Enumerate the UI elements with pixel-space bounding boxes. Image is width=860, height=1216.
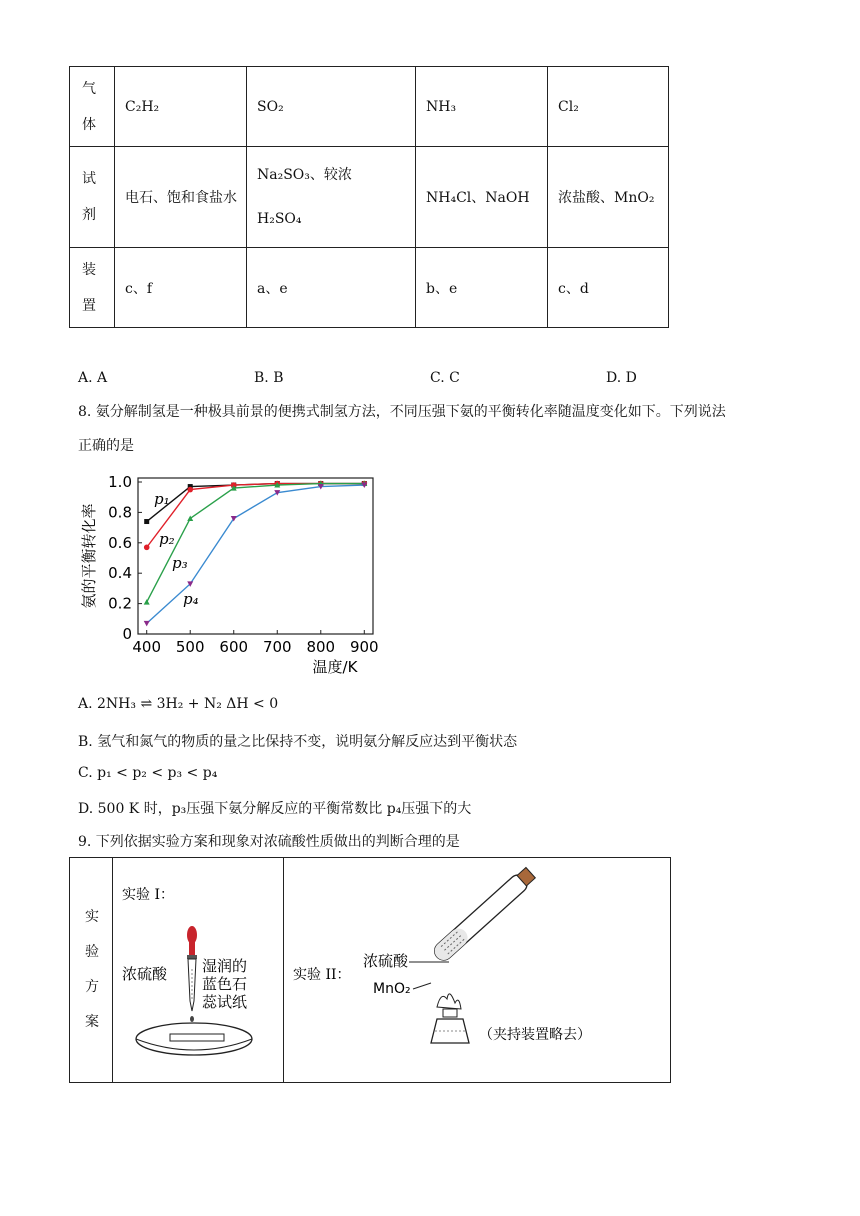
conversion-chart bbox=[76, 466, 386, 680]
y-tick-label: 0 bbox=[122, 625, 132, 643]
q8-stem-line2: 正确的是 bbox=[78, 438, 134, 454]
device-cell-1: c、f bbox=[115, 248, 247, 328]
option-b: B. B bbox=[254, 370, 284, 386]
exp2-solid-label: MnO₂ bbox=[373, 981, 411, 997]
y-tick-label: 1.0 bbox=[108, 473, 132, 491]
data-point bbox=[187, 487, 193, 493]
data-point bbox=[144, 621, 150, 627]
device-cell-3: b、e bbox=[416, 248, 548, 328]
gas-cell-1: C₂H₂ bbox=[115, 67, 247, 147]
data-point bbox=[144, 519, 149, 524]
exp2-title: 实验 II： bbox=[293, 967, 351, 983]
experiment-2-cell bbox=[284, 858, 671, 1083]
row-header-experiment-text: 实验方案 bbox=[85, 909, 99, 1030]
q8-stem-line1: 8. 氨分解制氢是一种极具前景的便携式制氢方法，不同压强下氨的平衡转化率随温度变化如下。下列说法 bbox=[78, 404, 726, 420]
x-tick-label: 600 bbox=[219, 638, 249, 656]
gas-cell-3: NH₃ bbox=[416, 67, 548, 147]
experiment-1-figure bbox=[114, 859, 282, 1077]
reagent-cell-2: Na₂SO₃、较浓H₂SO₄ bbox=[247, 147, 416, 248]
test-tube-icon bbox=[431, 866, 537, 964]
row-header-reagent-text: 试剂 bbox=[82, 171, 96, 223]
experiment-2-figure bbox=[285, 859, 669, 1077]
row-header-gas bbox=[70, 67, 115, 147]
reagent-cell-3: NH₄Cl、NaOH bbox=[416, 147, 548, 248]
data-point bbox=[144, 599, 150, 605]
reagent-cell-1: 电石、饱和食盐水 bbox=[115, 147, 247, 248]
exp1-paper-label: 湿润的 蓝色石 蕊试纸 bbox=[202, 957, 248, 1011]
alcohol-lamp-icon bbox=[431, 994, 469, 1043]
row-header-device-text: 装置 bbox=[82, 261, 96, 314]
series-label: p₄ bbox=[183, 590, 199, 608]
series-line-1 bbox=[147, 484, 365, 522]
experiment-table bbox=[69, 857, 671, 1083]
x-tick-label: 800 bbox=[306, 638, 336, 656]
dropper-icon bbox=[187, 926, 197, 1022]
q8-option-b: B. 氢气和氮气的物质的量之比保持不变，说明氨分解反应达到平衡状态 bbox=[78, 734, 518, 750]
x-tick-label: 900 bbox=[349, 638, 379, 656]
x-tick-label: 400 bbox=[132, 638, 162, 656]
watch-glass-icon bbox=[136, 1023, 252, 1055]
series-label: p₃ bbox=[172, 554, 188, 572]
row-header-reagent bbox=[70, 147, 115, 248]
data-point bbox=[144, 545, 150, 551]
device-cell-2: a、e bbox=[247, 248, 416, 328]
row-header-gas-text: 气体 bbox=[82, 80, 96, 133]
y-tick-label: 0.8 bbox=[108, 503, 132, 522]
y-axis-label: 氨的平衡转化率 bbox=[80, 503, 98, 609]
exp2-acid-label: 浓硫酸 bbox=[363, 952, 409, 970]
q8-option-a: A. 2NH₃ ⇌ 3H₂ + N₂ ΔH < 0 bbox=[78, 696, 279, 712]
row-header-experiment bbox=[70, 858, 113, 1083]
y-tick-label: 0.4 bbox=[108, 564, 132, 583]
exp1-title: 实验 I： bbox=[122, 887, 174, 903]
series-label: p₁ bbox=[154, 490, 170, 508]
option-a: A. A bbox=[78, 370, 108, 386]
y-tick-label: 0.6 bbox=[108, 533, 132, 552]
device-cell-4: c、d bbox=[548, 248, 669, 328]
q9-stem: 9. 下列依据实验方案和现象对浓硫酸性质做出的判断合理的是 bbox=[78, 834, 460, 850]
x-tick-label: 700 bbox=[262, 638, 292, 656]
x-axis-label: 温度/K bbox=[312, 658, 358, 676]
row-header-device bbox=[70, 248, 115, 328]
x-tick-label: 500 bbox=[175, 638, 205, 656]
reagent-table bbox=[69, 66, 669, 328]
y-tick-label: 0.2 bbox=[108, 594, 132, 613]
q8-option-c: C. p₁ < p₂ < p₃ < p₄ bbox=[78, 765, 218, 781]
reagent-cell-4: 浓盐酸、MnO₂ bbox=[548, 147, 669, 248]
series-line-3 bbox=[147, 484, 365, 603]
series-label: p₂ bbox=[159, 530, 175, 548]
q8-option-d: D. 500 K 时，p₃压强下氨分解反应的平衡常数比 p₄压强下的大 bbox=[78, 801, 472, 817]
option-d: D. D bbox=[606, 370, 637, 386]
option-c: C. C bbox=[430, 370, 460, 386]
exp1-acid-label: 浓硫酸 bbox=[122, 965, 168, 983]
exp2-note: （夹持装置略去） bbox=[479, 1027, 591, 1043]
gas-cell-2: SO₂ bbox=[247, 67, 416, 147]
experiment-1-cell bbox=[113, 858, 284, 1083]
gas-cell-4: Cl₂ bbox=[548, 67, 669, 147]
series-line-2 bbox=[147, 484, 365, 548]
